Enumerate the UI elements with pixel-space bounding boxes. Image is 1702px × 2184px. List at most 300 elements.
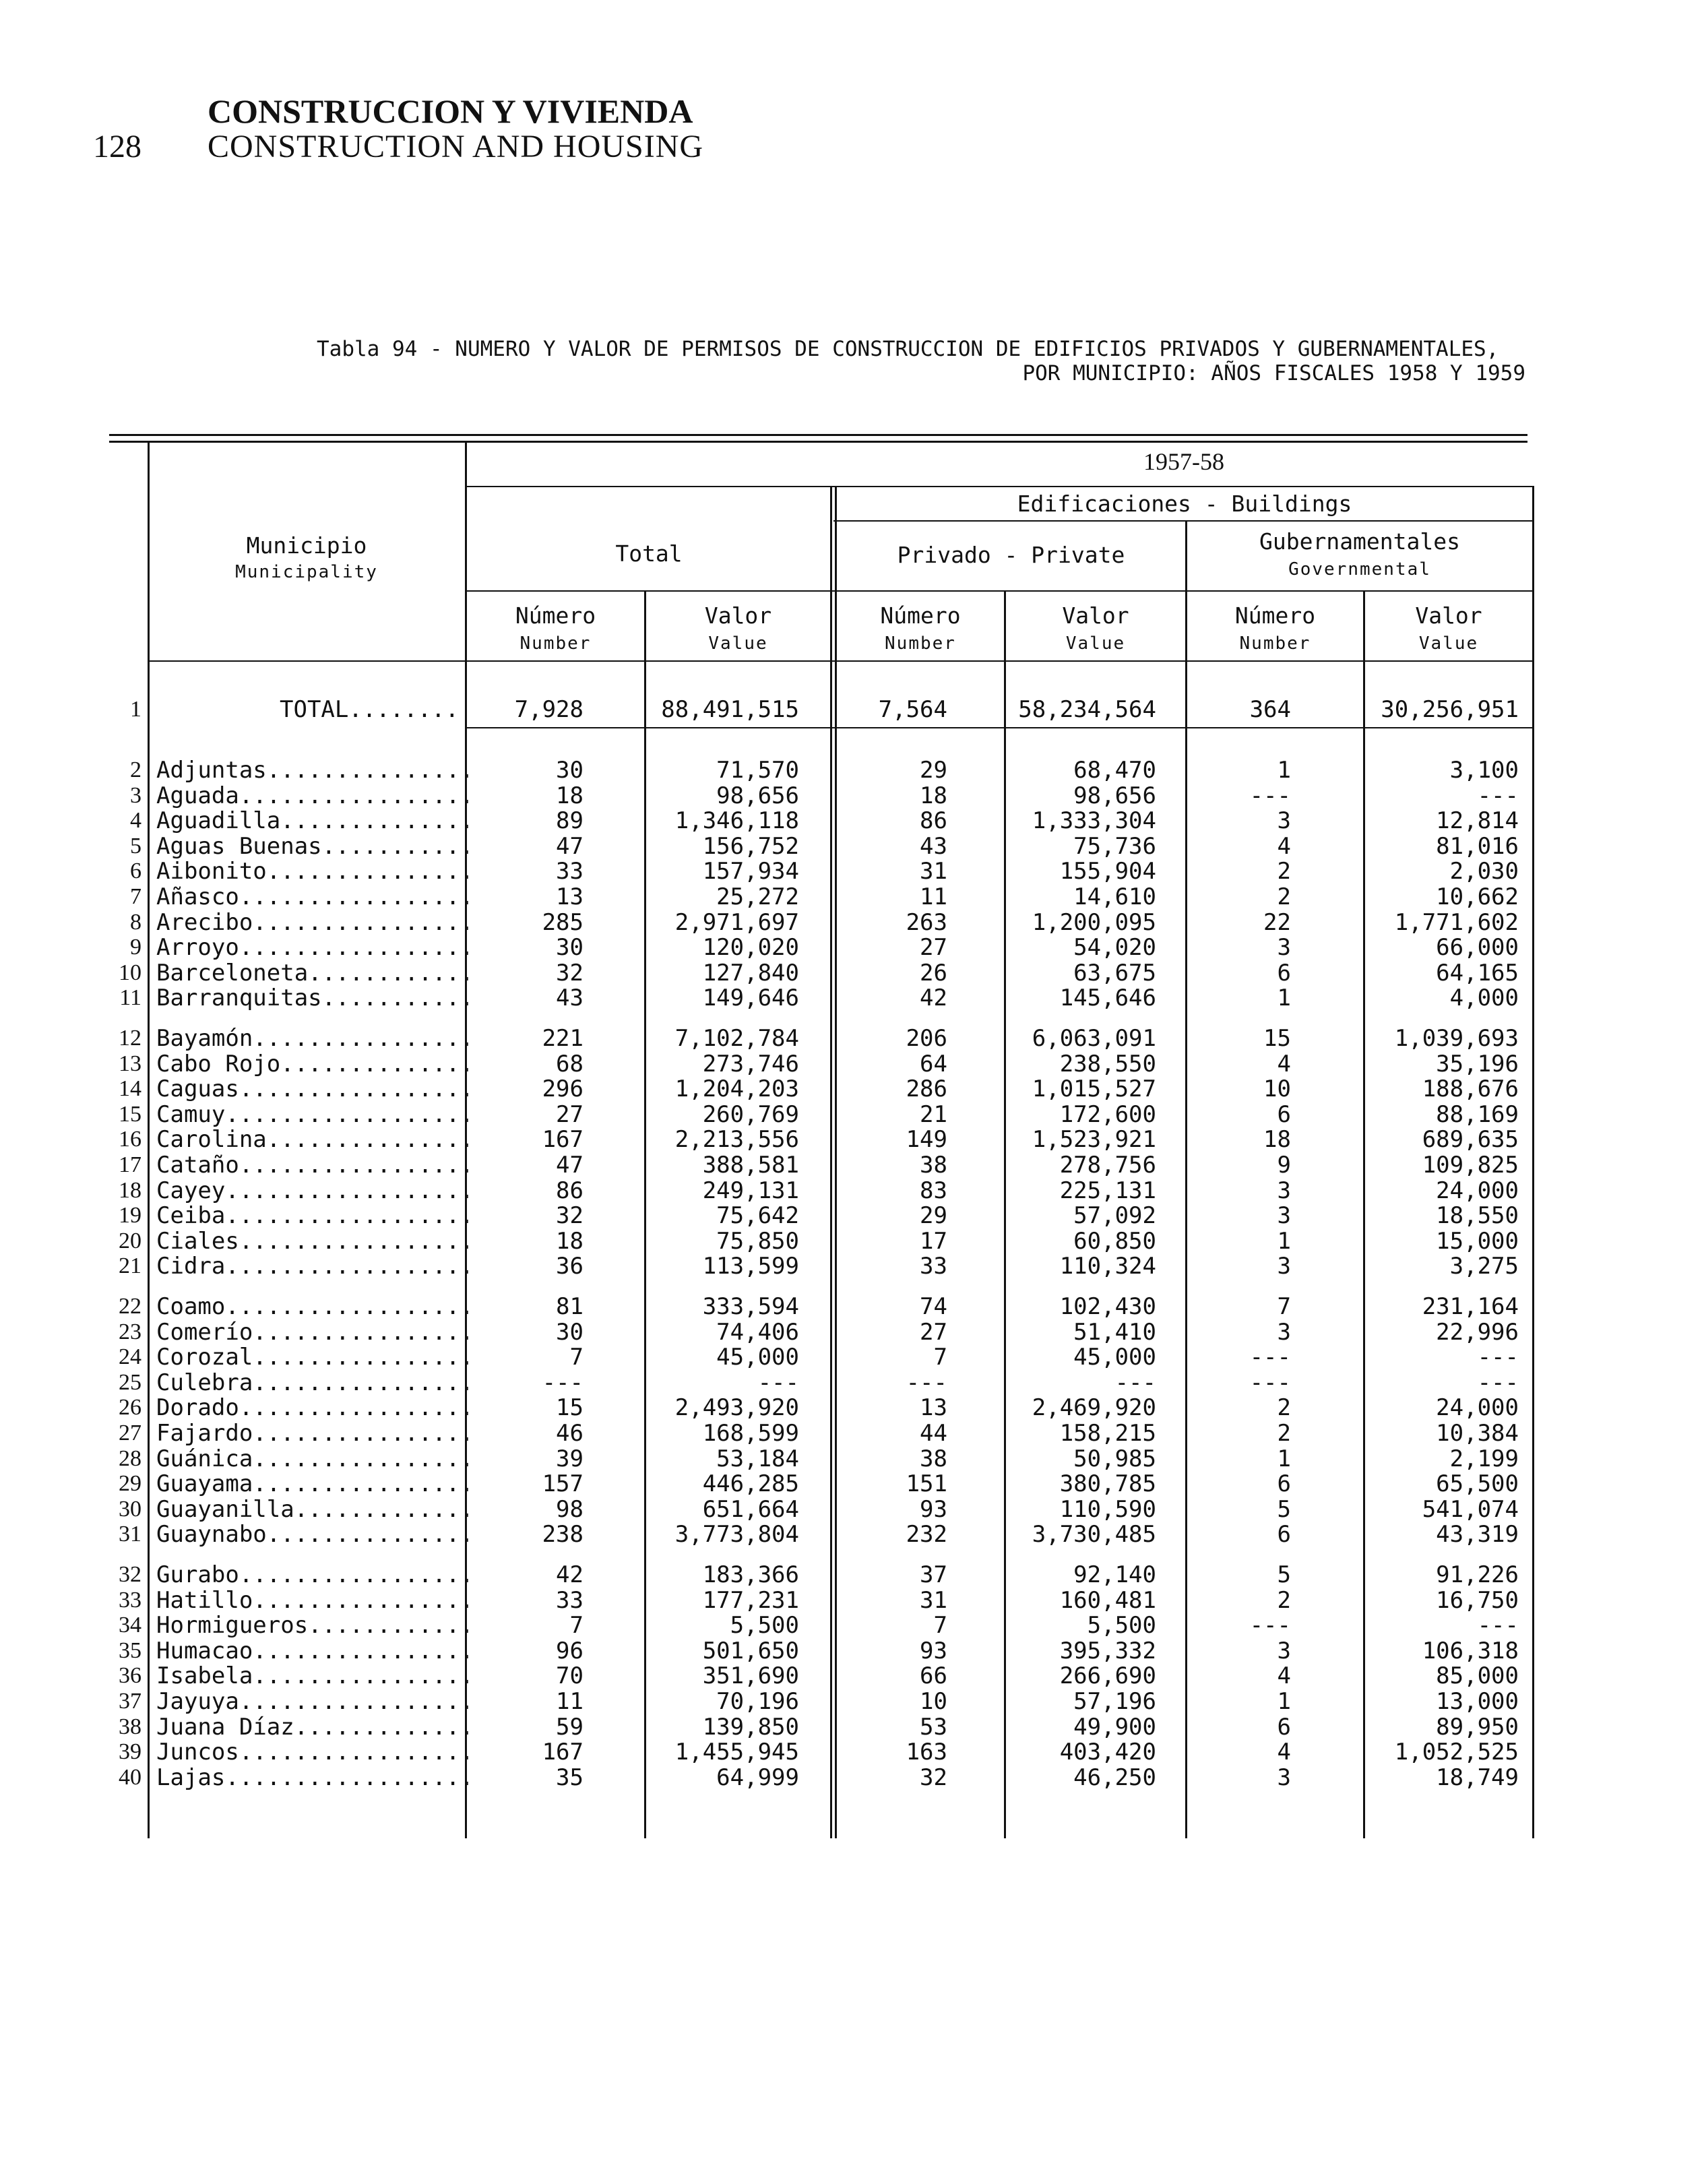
total-value: 70,196 <box>716 1688 799 1715</box>
table-row <box>0 1765 1702 1790</box>
governmental-value: 188,676 <box>1422 1075 1519 1103</box>
line-number: 31 <box>119 1522 141 1547</box>
private-value: 58,234,564 <box>1018 696 1156 723</box>
private-value: 49,900 <box>1073 1713 1156 1741</box>
total-value: 168,599 <box>702 1420 799 1447</box>
total-value: 120,020 <box>702 934 799 962</box>
table-row <box>0 1714 1702 1740</box>
private-value: 50,985 <box>1073 1445 1156 1472</box>
private-number: 7 <box>933 1612 947 1640</box>
governmental-number: 3 <box>1277 1177 1291 1204</box>
rule-under-buildings <box>833 520 1534 522</box>
total-number: 32 <box>556 1202 584 1230</box>
total-number: 70 <box>556 1662 584 1690</box>
municipality-name: Isabela................ <box>156 1662 474 1690</box>
governmental-value: 24,000 <box>1436 1394 1519 1422</box>
municipality-name: Barranquitas........... <box>156 985 474 1012</box>
total-number: 13 <box>556 883 584 910</box>
total-value: 388,581 <box>702 1152 799 1179</box>
governmental-number: 2 <box>1277 1394 1291 1422</box>
total-value: 71,570 <box>716 757 799 784</box>
total-value: 1,455,945 <box>674 1739 799 1766</box>
governmental-value: 3,275 <box>1449 1253 1519 1280</box>
governmental-number: 1 <box>1277 1688 1291 1715</box>
private-number: 17 <box>920 1227 947 1255</box>
private-number: 38 <box>920 1445 947 1472</box>
governmental-value: 13,000 <box>1436 1688 1519 1715</box>
governmental-value: 81,016 <box>1436 832 1519 860</box>
private-number: 83 <box>920 1177 947 1204</box>
private-number: 29 <box>920 757 947 784</box>
municipality-name: Guaynabo............... <box>156 1521 474 1549</box>
total-number: 86 <box>556 1177 584 1204</box>
header-total-value-es: Valor <box>704 602 772 629</box>
total-value: 53,184 <box>716 1445 799 1472</box>
private-number: 7,564 <box>878 696 947 723</box>
header-total-number-en: Number <box>519 633 592 654</box>
header-private-value-es: Valor <box>1062 602 1129 629</box>
governmental-value: 10,662 <box>1436 883 1519 910</box>
private-number: 149 <box>906 1126 947 1154</box>
governmental-value: --- <box>1477 1369 1519 1396</box>
private-value: 110,590 <box>1059 1495 1156 1523</box>
governmental-value: 35,196 <box>1436 1050 1519 1078</box>
table-row <box>0 1102 1702 1127</box>
municipality-name: Culebra................ <box>156 1369 474 1396</box>
header-total: Total <box>615 540 683 567</box>
table-row <box>0 1076 1702 1102</box>
table-row <box>0 1471 1702 1497</box>
governmental-number: 6 <box>1277 1470 1291 1498</box>
governmental-value: 18,550 <box>1436 1202 1519 1230</box>
private-number: 18 <box>920 782 947 809</box>
total-number: --- <box>542 1369 584 1396</box>
governmental-value: 43,319 <box>1436 1521 1519 1549</box>
total-value: 501,650 <box>702 1637 799 1664</box>
private-number: 11 <box>920 883 947 910</box>
governmental-value: 106,318 <box>1422 1637 1519 1664</box>
table-row <box>0 1663 1702 1689</box>
private-number: 286 <box>906 1075 947 1103</box>
governmental-number: 3 <box>1277 1202 1291 1230</box>
line-number: 22 <box>119 1294 141 1319</box>
total-number: 32 <box>556 959 584 987</box>
total-value: 7,102,784 <box>674 1025 799 1052</box>
governmental-value: 12,814 <box>1436 807 1519 835</box>
governmental-value: 88,169 <box>1436 1100 1519 1128</box>
private-number: 43 <box>920 832 947 860</box>
governmental-number: 4 <box>1277 1050 1291 1078</box>
municipality-name: Gurabo................. <box>156 1561 474 1588</box>
table-row <box>0 1228 1702 1254</box>
total-value: 351,690 <box>702 1662 799 1690</box>
governmental-number: 4 <box>1277 832 1291 860</box>
table-row <box>0 1497 1702 1522</box>
table-row <box>0 884 1702 910</box>
line-number: 40 <box>119 1764 141 1790</box>
header-buildings: Edificaciones - Buildings <box>1017 491 1352 517</box>
municipality-name: Aibonito............... <box>156 858 474 885</box>
total-value: 446,285 <box>702 1470 799 1498</box>
private-value: --- <box>1114 1369 1156 1396</box>
table-row <box>0 985 1702 1011</box>
municipality-name: Caguas................. <box>156 1075 474 1103</box>
private-number: 64 <box>920 1050 947 1078</box>
governmental-number: --- <box>1249 782 1291 809</box>
line-number: 18 <box>119 1177 141 1203</box>
rule-under-groups <box>465 590 1534 592</box>
private-number: 74 <box>920 1293 947 1320</box>
table-title-line-2: POR MUNICIPIO: AÑOS FISCALES 1958 Y 1959 <box>1022 361 1525 385</box>
municipality-name: Aguadilla.............. <box>156 807 474 835</box>
table-row <box>0 1152 1702 1178</box>
total-number: 11 <box>556 1688 584 1715</box>
header-governmental-en: Governmental <box>1288 559 1431 580</box>
table-row <box>0 1370 1702 1396</box>
governmental-value: 85,000 <box>1436 1662 1519 1690</box>
governmental-number: 5 <box>1277 1495 1291 1523</box>
municipality-name: Añasco................. <box>156 883 474 910</box>
line-number: 33 <box>119 1587 141 1613</box>
governmental-value: 30,256,951 <box>1381 696 1519 723</box>
governmental-number: 3 <box>1277 1253 1291 1280</box>
governmental-number: --- <box>1249 1344 1291 1371</box>
governmental-value: 109,825 <box>1422 1152 1519 1179</box>
governmental-number: 15 <box>1263 1025 1291 1052</box>
line-number: 14 <box>119 1076 141 1102</box>
total-value: 2,971,697 <box>674 908 799 936</box>
table-row <box>0 1588 1702 1613</box>
rule-under-header <box>150 660 1534 662</box>
private-value: 158,215 <box>1059 1420 1156 1447</box>
table-row <box>0 935 1702 960</box>
total-value: 5,500 <box>730 1612 799 1640</box>
line-number: 25 <box>119 1369 141 1395</box>
private-number: 7 <box>933 1344 947 1371</box>
municipality-name: Cabo Rojo.............. <box>156 1050 474 1078</box>
total-value: 156,752 <box>702 832 799 860</box>
total-value: 75,850 <box>716 1227 799 1255</box>
line-number: 1 <box>130 697 141 722</box>
governmental-number: 4 <box>1277 1739 1291 1766</box>
private-number: 33 <box>920 1253 947 1280</box>
line-number: 5 <box>130 833 141 859</box>
private-value: 5,500 <box>1087 1612 1156 1640</box>
municipality-name: Arecibo................ <box>156 908 474 936</box>
total-number: 59 <box>556 1713 584 1741</box>
total-value: 139,850 <box>702 1713 799 1741</box>
table-row <box>0 1421 1702 1446</box>
municipality-name: Jayuya................. <box>156 1688 474 1715</box>
governmental-number: 1 <box>1277 1445 1291 1472</box>
table-row <box>0 757 1702 783</box>
total-number: 42 <box>556 1561 584 1588</box>
private-number: 31 <box>920 1586 947 1614</box>
line-number: 30 <box>119 1496 141 1522</box>
governmental-value: 66,000 <box>1436 934 1519 962</box>
governmental-value: 541,074 <box>1422 1495 1519 1523</box>
governmental-value: --- <box>1477 1344 1519 1371</box>
table-row <box>0 1522 1702 1547</box>
governmental-value: 231,164 <box>1422 1293 1519 1320</box>
municipality-name: TOTAL........ <box>280 696 460 723</box>
private-value: 2,469,920 <box>1032 1394 1156 1422</box>
governmental-value: 65,500 <box>1436 1470 1519 1498</box>
total-row <box>0 697 1702 722</box>
governmental-value: 64,165 <box>1436 959 1519 987</box>
governmental-number: 5 <box>1277 1561 1291 1588</box>
line-number: 9 <box>130 935 141 960</box>
governmental-value: 24,000 <box>1436 1177 1519 1204</box>
private-value: 75,736 <box>1073 832 1156 860</box>
governmental-number: 1 <box>1277 985 1291 1012</box>
line-number: 34 <box>119 1613 141 1638</box>
total-value: 1,204,203 <box>674 1075 799 1103</box>
total-value: 1,346,118 <box>674 807 799 835</box>
table-row <box>0 1638 1702 1664</box>
line-number: 3 <box>130 782 141 808</box>
table-row <box>0 1446 1702 1472</box>
total-value: 98,656 <box>716 782 799 809</box>
total-number: 18 <box>556 1227 584 1255</box>
line-number: 7 <box>130 884 141 909</box>
page-number: 128 <box>93 129 141 164</box>
line-number: 11 <box>119 985 141 1011</box>
municipality-name: Bayamón................ <box>156 1025 474 1052</box>
governmental-value: 16,750 <box>1436 1586 1519 1614</box>
municipality-name: Ciales................. <box>156 1227 474 1255</box>
line-number: 8 <box>130 909 141 935</box>
line-number: 2 <box>130 757 141 782</box>
municipality-name: Cidra.................. <box>156 1253 474 1280</box>
total-number: 221 <box>542 1025 584 1052</box>
header-private-number-es: Número <box>880 602 961 629</box>
total-number: 30 <box>556 757 584 784</box>
total-value: --- <box>757 1369 799 1396</box>
total-value: 651,664 <box>702 1495 799 1523</box>
total-value: 260,769 <box>702 1100 799 1128</box>
municipality-name: Lajas.................. <box>156 1764 474 1791</box>
total-number: 33 <box>556 858 584 885</box>
total-number: 39 <box>556 1445 584 1472</box>
governmental-value: 3,100 <box>1449 757 1519 784</box>
governmental-number: 6 <box>1277 1100 1291 1128</box>
total-number: 30 <box>556 1318 584 1346</box>
private-value: 225,131 <box>1059 1177 1156 1204</box>
table-row <box>0 859 1702 884</box>
municipality-name: Humacao................ <box>156 1637 474 1664</box>
municipality-name: Dorado................. <box>156 1394 474 1422</box>
governmental-number: 6 <box>1277 959 1291 987</box>
private-value: 145,646 <box>1059 985 1156 1012</box>
private-value: 172,600 <box>1059 1100 1156 1128</box>
total-value: 177,231 <box>702 1586 799 1614</box>
table-row <box>0 783 1702 809</box>
total-number: 96 <box>556 1637 584 1664</box>
municipality-name: Juana Díaz............. <box>156 1713 474 1741</box>
line-number: 6 <box>130 859 141 884</box>
total-number: 36 <box>556 1253 584 1280</box>
private-value: 395,332 <box>1059 1637 1156 1664</box>
governmental-value: 4,000 <box>1449 985 1519 1012</box>
header-municipio-en: Municipality <box>235 562 378 582</box>
total-number: 7,928 <box>514 696 584 723</box>
private-value: 1,523,921 <box>1032 1126 1156 1154</box>
private-value: 60,850 <box>1073 1227 1156 1255</box>
table-row <box>0 1203 1702 1228</box>
governmental-number: 1 <box>1277 1227 1291 1255</box>
private-number: 37 <box>920 1561 947 1588</box>
table-row <box>0 808 1702 834</box>
total-number: 15 <box>556 1394 584 1422</box>
table-row <box>0 1562 1702 1588</box>
rule-under-year <box>465 486 1534 487</box>
table-row <box>0 1319 1702 1345</box>
total-number: 46 <box>556 1420 584 1447</box>
private-value: 238,550 <box>1059 1050 1156 1078</box>
private-number: 38 <box>920 1152 947 1179</box>
governmental-number: 364 <box>1249 696 1291 723</box>
total-value: 2,493,920 <box>674 1394 799 1422</box>
municipality-name: Corozal................ <box>156 1344 474 1371</box>
line-number: 10 <box>119 960 141 985</box>
private-value: 266,690 <box>1059 1662 1156 1690</box>
table-row <box>0 1051 1702 1077</box>
municipality-name: Adjuntas............... <box>156 757 474 784</box>
private-number: 29 <box>920 1202 947 1230</box>
private-value: 155,904 <box>1059 858 1156 885</box>
municipality-name: Arroyo................. <box>156 934 474 962</box>
governmental-number: 10 <box>1263 1075 1291 1103</box>
line-number: 27 <box>119 1421 141 1445</box>
governmental-value: --- <box>1477 782 1519 809</box>
governmental-value: 1,039,693 <box>1394 1025 1519 1052</box>
governmental-number: 2 <box>1277 858 1291 885</box>
private-number: 42 <box>920 985 947 1012</box>
header-gov-value-en: Value <box>1418 633 1479 654</box>
table-title-line-1: Tabla 94 - NUMERO Y VALOR DE PERMISOS DE CONSTRUCCION DE EDIFICIOS PRIVADOS Y GUBERNAMENTALES, <box>317 337 1499 361</box>
header-total-value-en: Value <box>708 633 768 654</box>
table-row <box>0 834 1702 859</box>
line-number: 21 <box>119 1253 141 1279</box>
total-value: 183,366 <box>702 1561 799 1588</box>
municipality-name: Cataño................. <box>156 1152 474 1179</box>
governmental-number: 3 <box>1277 1764 1291 1791</box>
private-number: 163 <box>906 1739 947 1766</box>
private-value: 51,410 <box>1073 1318 1156 1346</box>
governmental-number: 2 <box>1277 883 1291 910</box>
header-private-number-en: Number <box>885 633 956 654</box>
municipality-name: Carolina............... <box>156 1126 474 1154</box>
private-number: 44 <box>920 1420 947 1447</box>
top-rule-1 <box>109 434 1527 436</box>
governmental-number: 6 <box>1277 1713 1291 1741</box>
table-row <box>0 1127 1702 1152</box>
line-number: 17 <box>119 1152 141 1177</box>
header-gov-number-es: Número <box>1234 602 1316 629</box>
governmental-value: 2,199 <box>1449 1445 1519 1472</box>
line-number: 39 <box>119 1739 141 1765</box>
line-number: 37 <box>119 1689 141 1714</box>
table-row <box>0 1689 1702 1714</box>
governmental-value: 89,950 <box>1436 1713 1519 1741</box>
total-number: 285 <box>542 908 584 936</box>
municipality-name: Fajardo................ <box>156 1420 474 1447</box>
total-number: 167 <box>542 1739 584 1766</box>
private-number: 232 <box>906 1521 947 1549</box>
governmental-value: 1,052,525 <box>1394 1739 1519 1766</box>
governmental-value: 18,749 <box>1436 1764 1519 1791</box>
municipality-name: Ceiba.................. <box>156 1202 474 1230</box>
governmental-number: 2 <box>1277 1586 1291 1614</box>
table-row <box>0 910 1702 935</box>
table-row <box>0 1739 1702 1765</box>
section-title-spanish: CONSTRUCCION Y VIVIENDA <box>208 92 693 130</box>
governmental-number: 9 <box>1277 1152 1291 1179</box>
private-number: 93 <box>920 1495 947 1523</box>
municipality-name: Aguas Buenas........... <box>156 832 474 860</box>
private-value: 68,470 <box>1073 757 1156 784</box>
total-number: 35 <box>556 1764 584 1791</box>
total-number: 98 <box>556 1495 584 1523</box>
total-number: 89 <box>556 807 584 835</box>
table-row <box>0 1026 1702 1051</box>
private-number: 13 <box>920 1394 947 1422</box>
total-value: 157,934 <box>702 858 799 885</box>
table-row <box>0 1253 1702 1279</box>
total-number: 68 <box>556 1050 584 1078</box>
line-number: 20 <box>119 1228 141 1253</box>
total-value: 249,131 <box>702 1177 799 1204</box>
municipality-name: Coamo.................. <box>156 1293 474 1320</box>
total-value: 74,406 <box>716 1318 799 1346</box>
total-number: 47 <box>556 1152 584 1179</box>
total-number: 7 <box>569 1344 584 1371</box>
total-number: 167 <box>542 1126 584 1154</box>
private-value: 1,333,304 <box>1032 807 1156 835</box>
private-number: 31 <box>920 858 947 885</box>
governmental-number: --- <box>1249 1612 1291 1640</box>
private-value: 57,092 <box>1073 1202 1156 1230</box>
municipality-name: Hormigueros............ <box>156 1612 474 1640</box>
total-value: 333,594 <box>702 1293 799 1320</box>
governmental-number: 3 <box>1277 807 1291 835</box>
private-number: 27 <box>920 934 947 962</box>
governmental-number: 2 <box>1277 1420 1291 1447</box>
municipality-name: Aguada................. <box>156 782 474 809</box>
governmental-value: --- <box>1477 1612 1519 1640</box>
governmental-number: 4 <box>1277 1662 1291 1690</box>
private-number: 66 <box>920 1662 947 1690</box>
total-value: 88,491,515 <box>661 696 799 723</box>
line-number: 23 <box>119 1319 141 1344</box>
line-number: 36 <box>119 1663 141 1689</box>
table-row <box>0 1294 1702 1319</box>
private-value: 3,730,485 <box>1032 1521 1156 1549</box>
line-number: 26 <box>119 1395 141 1421</box>
municipality-name: Camuy.................. <box>156 1100 474 1128</box>
private-number: 86 <box>920 807 947 835</box>
private-number: 21 <box>920 1100 947 1128</box>
private-number: 151 <box>906 1470 947 1498</box>
total-value: 45,000 <box>716 1344 799 1371</box>
line-number: 12 <box>119 1026 141 1051</box>
governmental-value: 10,384 <box>1436 1420 1519 1447</box>
private-number: --- <box>906 1369 947 1396</box>
table-row <box>0 1395 1702 1421</box>
governmental-number: 18 <box>1263 1126 1291 1154</box>
governmental-value: 22,996 <box>1436 1318 1519 1346</box>
